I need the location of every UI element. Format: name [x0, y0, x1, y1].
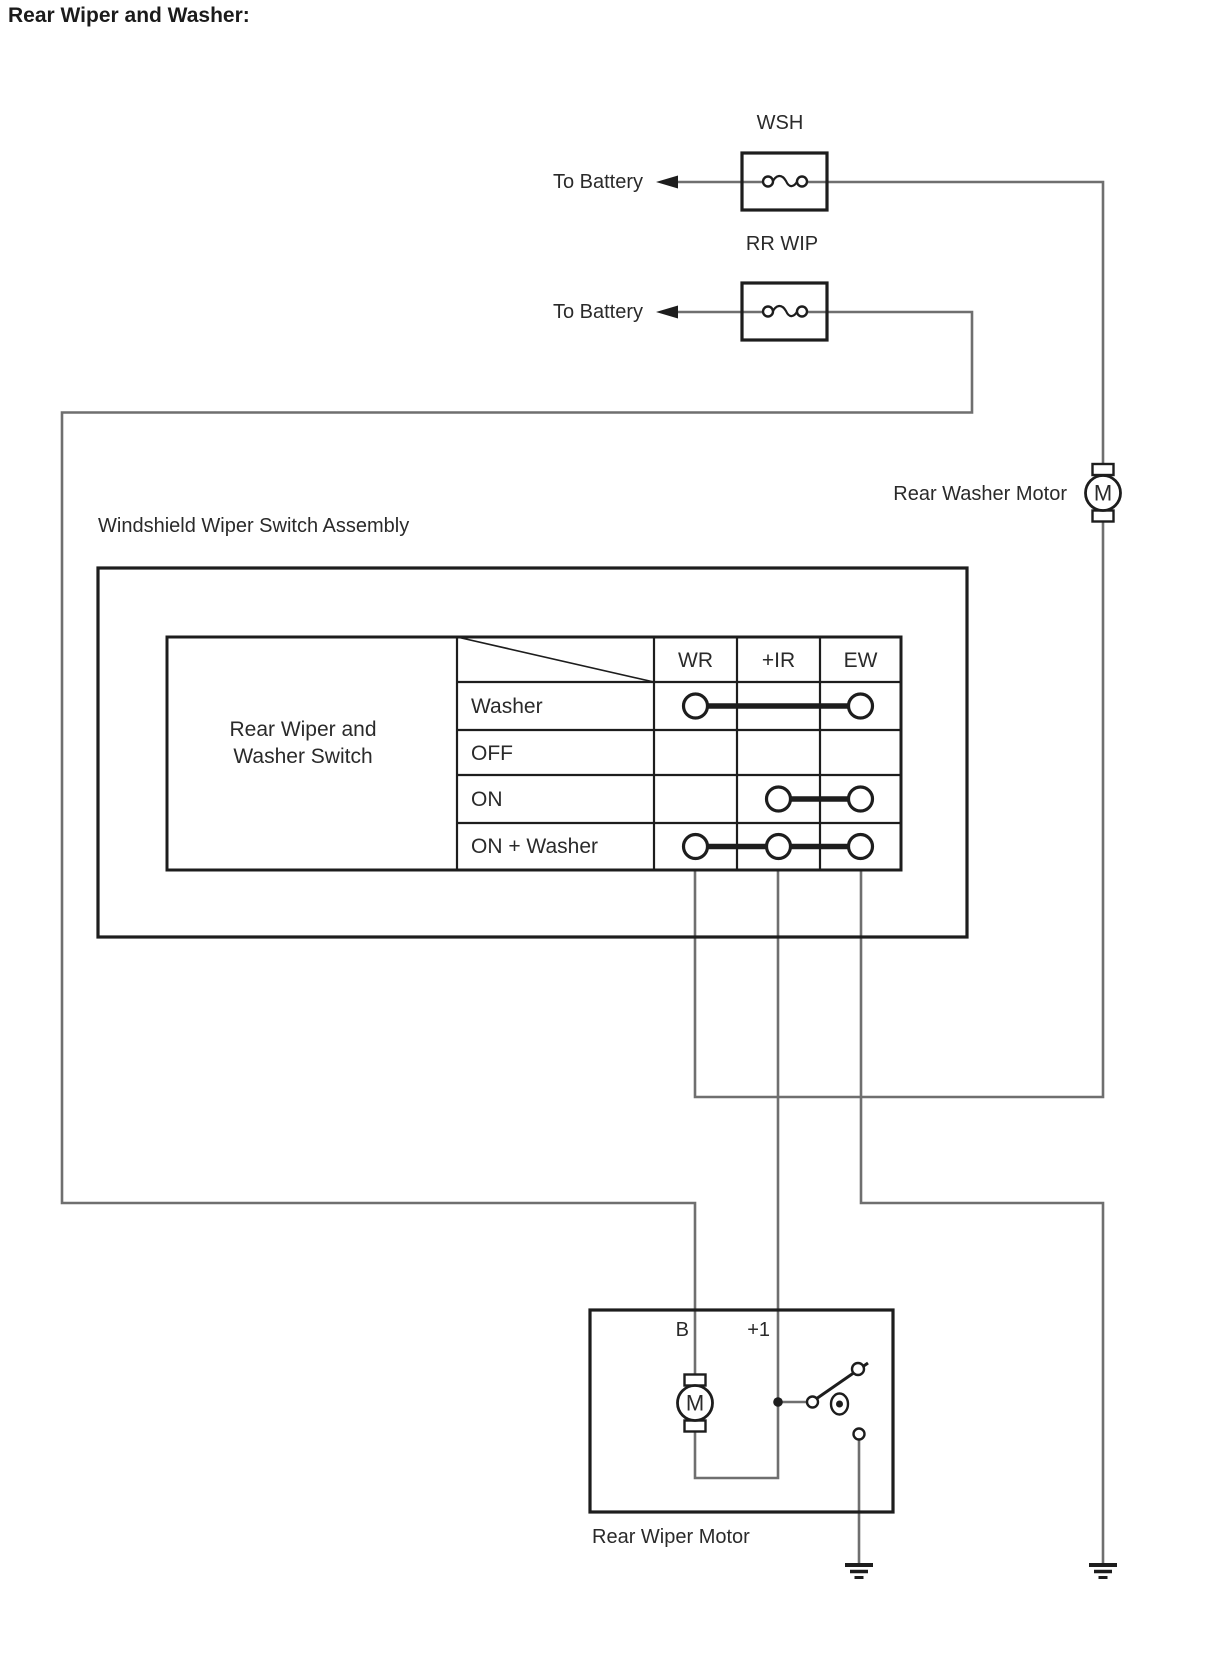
wsh-fuse	[553, 112, 827, 210]
header-diagonal	[457, 637, 654, 682]
switch-name-line1: Rear Wiper and	[229, 718, 377, 741]
contact-circle-wr	[684, 694, 708, 718]
position-label-washer: Washer	[471, 695, 543, 718]
rr-wip-fuse-terminal-left-icon	[763, 307, 773, 317]
rear-washer-motor	[893, 464, 1120, 522]
ground-symbol-wiper	[845, 1565, 873, 1578]
to-battery-arrow-icon	[656, 176, 678, 189]
motor-terminal-top-icon	[1093, 464, 1114, 475]
wires	[62, 182, 1103, 1564]
position-label-on: ON	[471, 788, 503, 811]
park-switch-lower-contact-icon	[854, 1429, 865, 1440]
rr-wip-fuse-terminal-right-icon	[797, 307, 807, 317]
contact-circle-ew	[849, 787, 873, 811]
park-switch-upper-contact-icon	[852, 1363, 864, 1375]
contact-circle-wr	[684, 835, 708, 859]
wsh-fuse-terminal-right-icon	[797, 177, 807, 187]
terminal-plus1-label: +1	[747, 1319, 770, 1341]
terminal-header-wr: WR	[678, 649, 713, 672]
rear-wiper-motor-label: Rear Wiper Motor	[592, 1526, 750, 1548]
rr-wip-source-label: To Battery	[552, 301, 643, 323]
wsh-fuse-terminal-left-icon	[763, 177, 773, 187]
motor-terminal-bottom-icon	[1093, 511, 1114, 522]
ground-symbol-washer	[1089, 1565, 1117, 1578]
switch-table	[167, 637, 901, 870]
motor-terminal-top-icon	[685, 1375, 706, 1386]
rear-wiper-motor	[590, 1310, 893, 1548]
wire-wsh-to-washer-motor	[802, 182, 1103, 464]
terminal-header-ir: +IR	[761, 649, 796, 672]
assembly-box	[98, 568, 967, 937]
wsh-fuse-element-icon	[772, 176, 798, 186]
terminal-b-label: B	[675, 1319, 689, 1341]
cam-center-dot-icon	[836, 1401, 843, 1408]
rear-washer-motor-label: Rear Washer Motor	[893, 483, 1067, 505]
wiper-motor-box	[590, 1310, 893, 1512]
contact-circle-ew	[849, 694, 873, 718]
motor-terminal-bottom-icon	[685, 1421, 706, 1432]
rr-wip-fuse-element-icon	[772, 306, 798, 316]
position-label-on-washer: ON + Washer	[471, 835, 599, 858]
rr-wip-fuse-label: RR WIP	[745, 233, 819, 255]
contact-row-washer	[684, 694, 873, 718]
rr-wip-fuse	[553, 233, 827, 340]
switch-name-line2: Washer Switch	[233, 745, 373, 768]
wire-ir-to-plus1-and-motor	[695, 870, 778, 1478]
contact-circle-ir	[767, 787, 791, 811]
wsh-source-label: To Battery	[552, 171, 643, 193]
assembly-label: Windshield Wiper Switch Assembly	[98, 515, 410, 537]
contact-row-on-washer	[684, 835, 873, 859]
park-switch-pivot-contact-icon	[807, 1397, 818, 1408]
page-title: Rear Wiper and Washer:	[8, 4, 250, 27]
motor-symbol-letter: M	[685, 1390, 705, 1416]
motor-symbol-letter: M	[1093, 480, 1113, 506]
to-battery-arrow-icon	[656, 306, 678, 319]
terminal-header-ew: EW	[843, 649, 878, 672]
wire-ew-to-ground	[861, 870, 1103, 1564]
contact-circle-ir	[767, 835, 791, 859]
wire-washer-motor-to-wr	[695, 522, 1103, 1098]
wiper-switch-assembly	[98, 515, 967, 937]
contact-circle-ew	[849, 835, 873, 859]
position-label-off: OFF	[471, 742, 513, 765]
junction-dot-icon	[773, 1397, 783, 1407]
wsh-fuse-label: WSH	[756, 112, 804, 134]
